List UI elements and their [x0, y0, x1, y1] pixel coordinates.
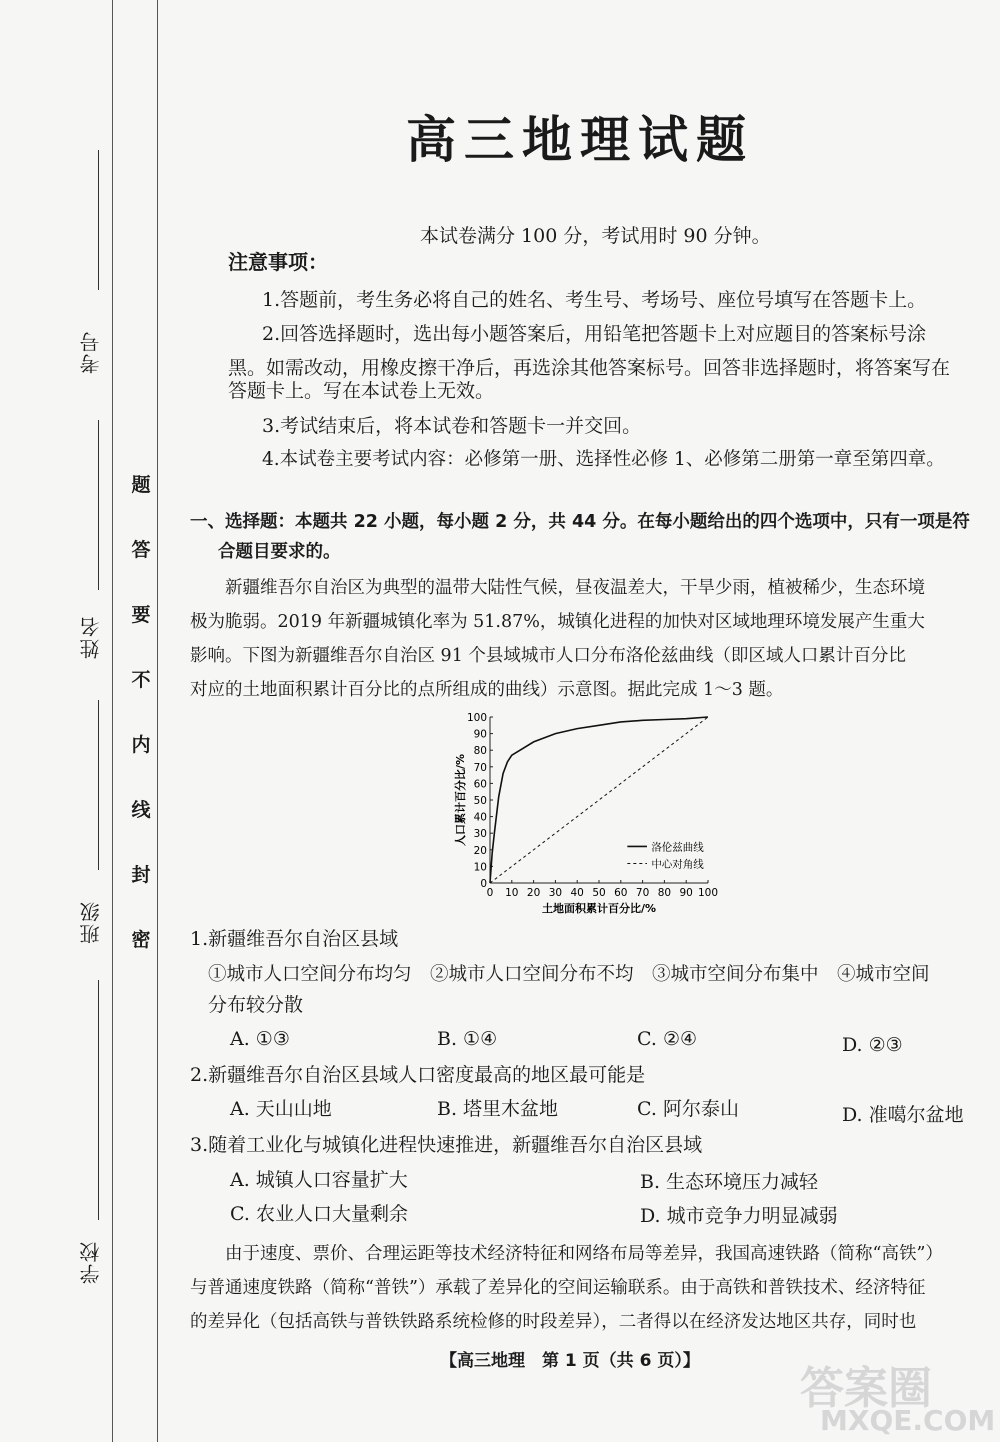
seal-char: 答	[131, 539, 151, 561]
y-axis-label: 人口累计百分比/%	[454, 753, 467, 847]
class-label: 班级	[79, 900, 103, 944]
x-tick-label: 20	[526, 887, 541, 899]
y-tick-label: 30	[473, 828, 487, 841]
legend-label: 中心对角线	[651, 858, 704, 871]
x-axis-label: 土地面积累计百分比/%	[541, 902, 657, 915]
passage-line: 极为脆弱。2019 年新疆城镇化率为 51.87%，城镇化进程的加快对区域地理环境发展产生重大	[190, 612, 925, 632]
seal-char: 内	[131, 734, 151, 756]
y-tick-label: 70	[473, 761, 487, 774]
seal-char: 不	[131, 669, 151, 691]
seal-char: 密	[131, 929, 151, 951]
legend-label: 洛伦兹曲线	[651, 841, 704, 854]
passage-line: 新疆维吾尔自治区为典型的温带大陆性气候，昼夜温差大，干旱少雨，植被稀少，生态环境	[225, 578, 925, 598]
lorenz-curve-chart	[448, 705, 748, 915]
binding-line-outer	[112, 0, 113, 1442]
y-tick-label: 100	[466, 712, 487, 724]
option-b: B. 塔里木盆地	[437, 1098, 559, 1120]
option-d: D. 准噶尔盆地	[842, 1104, 964, 1126]
y-tick-label: 90	[473, 728, 487, 741]
notice-line: 答题卡上。写在本试卷上无效。	[228, 380, 495, 402]
option-c: C. 农业人口大量剩余	[230, 1203, 408, 1225]
class-line	[98, 700, 99, 870]
school-line	[98, 980, 99, 1220]
binding-line-inner	[157, 0, 158, 1442]
notice-heading: 注意事项：	[228, 250, 328, 274]
seal-char: 线	[131, 799, 151, 821]
y-tick-label: 60	[473, 778, 487, 791]
notice-line: 3.考试结束后，将本试卷和答题卡一并交回。	[262, 415, 642, 437]
notice-line: 黑。如需改动，用橡皮擦干净后，再选涂其他答案标号。回答非选择题时，将答案写在	[228, 357, 951, 379]
exam-number-label: 考号	[79, 330, 103, 374]
x-tick-label: 60	[614, 887, 628, 899]
question-stem: 3.随着工业化与城镇化进程快速推进，新疆维吾尔自治区县域	[190, 1134, 703, 1156]
x-tick-label: 30	[548, 887, 563, 899]
option-c: C. 阿尔泰山	[637, 1098, 739, 1120]
y-tick-label: 20	[473, 844, 487, 857]
notice-line: 1.答题前，考生务必将自己的姓名、考生号、考场号、座位号填写在答题卡上。	[262, 289, 927, 311]
seal-char: 要	[131, 604, 151, 626]
x-tick-label: 10	[505, 887, 519, 899]
page-footer: 【高三地理 第 1 页（共 6 页）】	[440, 1351, 700, 1371]
option-a: A. ①③	[230, 1028, 290, 1050]
x-tick-label: 100	[697, 887, 719, 899]
x-tick-label: 90	[679, 887, 693, 899]
passage-line: 对应的土地面积累计百分比的点所组成的曲线）示意图。据此完成 1～3 题。	[190, 680, 784, 700]
option-d: D. ②③	[842, 1034, 903, 1056]
school-label: 学校	[79, 1240, 103, 1284]
option-a: A. 天山山地	[230, 1098, 332, 1120]
passage-line: 与普通速度铁路（简称“普铁”）承载了差异化的空间运输联系。由于高铁和普铁技术、经济特征	[190, 1278, 926, 1298]
x-tick-label: 40	[570, 887, 584, 899]
y-tick-label: 40	[473, 811, 487, 824]
seal-char: 封	[131, 864, 151, 886]
y-tick-label: 80	[473, 745, 487, 758]
y-tick-label: 10	[473, 861, 487, 874]
notice-line: 4.本试卷主要考试内容：必修第一册、选择性必修 1、必修第二册第一章至第四章。	[262, 449, 945, 470]
question-statements: ①城市人口空间分布均匀 ②城市人口空间分布不均 ③城市空间分布集中 ④城市空间	[208, 964, 930, 985]
question-stem: 1.新疆维吾尔自治区县域	[190, 928, 399, 950]
watermark-logo: 答案圈	[800, 1363, 932, 1414]
section-heading: 一、选择题：本题共 22 小题，每小题 2 分，共 44 分。在每小题给出的四个选项中，只有一项是符	[190, 512, 970, 532]
question-statements: 分布较分散	[208, 994, 304, 1016]
x-tick-label: 0	[486, 887, 494, 899]
y-tick-label: 0	[480, 878, 487, 890]
name-label: 姓名	[79, 615, 103, 659]
option-b: B. 生态环境压力减轻	[640, 1171, 819, 1193]
passage-line: 的差异化（包括高铁与普铁铁路系统检修的时段差异），二者得以在经济发达地区共存，同时也	[190, 1312, 917, 1332]
x-tick-label: 50	[592, 887, 606, 899]
x-tick-label: 80	[657, 887, 672, 899]
question-stem: 2.新疆维吾尔自治区县域人口密度最高的地区最可能是	[190, 1064, 646, 1086]
exam-info: 本试卷满分 100 分，考试用时 90 分钟。	[420, 225, 771, 247]
option-b: B. ①④	[437, 1028, 498, 1050]
option-c: C. ②④	[637, 1028, 698, 1050]
section-heading: 合题目要求的。	[218, 542, 341, 562]
name-line	[98, 420, 99, 590]
option-d: D. 城市竞争力明显减弱	[640, 1205, 838, 1227]
passage-line: 影响。下图为新疆维吾尔自治区 91 个县域城市人口分布洛伦兹曲线（即区域人口累计百分比	[190, 646, 906, 666]
exam-number-line	[98, 150, 99, 290]
watermark-site: MXQE.COM	[820, 1404, 996, 1437]
x-tick-label: 70	[635, 887, 650, 899]
passage-line: 由于速度、票价、合理运距等技术经济特征和网络布局等差异，我国高速铁路（简称“高铁”）	[225, 1244, 943, 1264]
y-tick-label: 50	[473, 795, 487, 807]
page-title: 高三地理试题	[406, 111, 754, 169]
seal-char: 题	[131, 474, 151, 496]
option-a: A. 城镇人口容量扩大	[230, 1169, 408, 1191]
notice-line: 2.回答选择题时，选出每小题答案后，用铅笔把答题卡上对应题目的答案标号涂	[262, 323, 927, 345]
